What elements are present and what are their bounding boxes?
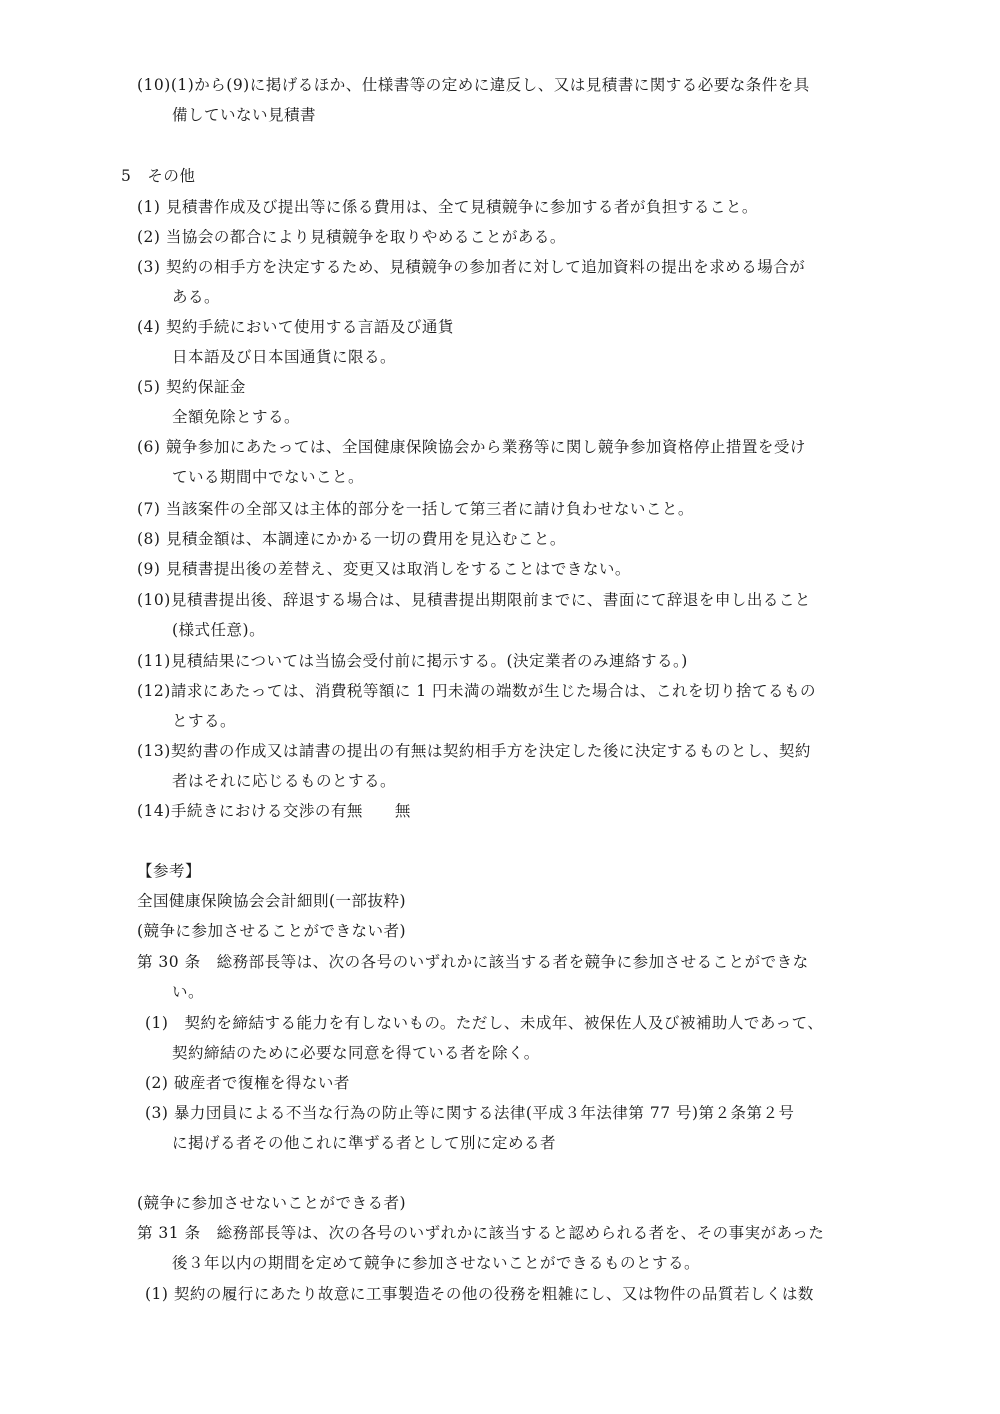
text-line: ある。 xyxy=(172,288,221,306)
list-item: (3) 契約の相手方を決定するため、見積競争の参加者に対して追加資料の提出を求める場合が xyxy=(137,258,806,276)
list-item: (1) 見積書作成及び提出等に係る費用は、全て見積競争に参加する者が負担すること。 xyxy=(137,198,758,216)
text-line: (10)(1)から(9)に掲げるほか、仕様書等の定めに違反し、又は見積書に関する必要な条件を具 xyxy=(137,76,810,94)
list-item: (1) 契約の履行にあたり故意に工事製造その他の役務を粗雑にし、又は物件の品質若しくは数 xyxy=(145,1285,814,1303)
text-line: (様式任意)。 xyxy=(172,621,266,639)
list-item: (13)契約書の作成又は請書の提出の有無は契約相手方を決定した後に決定するものとし、契約 xyxy=(137,742,811,760)
list-item: (6) 競争参加にあたっては、全国健康保険協会から業務等に関し競争参加資格停止措置を受け xyxy=(137,438,806,456)
list-item: (1) 契約を締結する能力を有しないもの。ただし、未成年、被保佐人及び被補助人であって、 xyxy=(145,1014,824,1032)
article-line: 第 30 条 総務部長等は、次の各号のいずれかに該当する者を競争に参加させることができな xyxy=(137,953,809,971)
list-item: (7) 当該案件の全部又は主体的部分を一括して第三者に請け負わせないこと。 xyxy=(137,500,694,518)
text-line: 全国健康保険協会会計細則(一部抜粋) xyxy=(137,892,407,910)
list-item: (2) 当協会の都合により見積競争を取りやめることがある。 xyxy=(137,228,566,246)
section-heading: 5 その他 xyxy=(121,167,196,185)
list-item: (10)見積書提出後、辞退する場合は、見積書提出期限前までに、書面にて辞退を申し出ること xyxy=(137,591,811,609)
list-item: (8) 見積金額は、本調達にかかる一切の費用を見込むこと。 xyxy=(137,530,566,548)
text-line: 日本語及び日本国通貨に限る。 xyxy=(172,348,397,366)
text-line: (競争に参加させることができない者) xyxy=(137,922,407,940)
text-line: 備していない見積書 xyxy=(172,106,317,124)
list-item: (5) 契約保証金 xyxy=(137,378,246,396)
article-line: 第 31 条 総務部長等は、次の各号のいずれかに該当すると認められる者を、その事実があった xyxy=(137,1224,825,1242)
list-item: (2) 破産者で復権を得ない者 xyxy=(145,1074,350,1092)
list-item: (4) 契約手続において使用する言語及び通貨 xyxy=(137,318,454,336)
text-line: (競争に参加させないことができる者) xyxy=(137,1194,407,1212)
list-item: (3) 暴力団員による不当な行為の防止等に関する法律(平成３年法律第 77 号)第２条第２号 xyxy=(145,1104,795,1122)
list-item: (11)見積結果については当協会受付前に掲示する。(決定業者のみ連絡する。) xyxy=(137,652,688,670)
text-line: に掲げる者その他これに準ずる者として別に定める者 xyxy=(172,1134,557,1152)
list-item: (12)請求にあたっては、消費税等額に 1 円未満の端数が生じた場合は、これを切り捨てるもの xyxy=(137,682,817,700)
text-line: 者はそれに応じるものとする。 xyxy=(172,772,397,790)
text-line: ている期間中でないこと。 xyxy=(172,468,365,486)
text-line: とする。 xyxy=(172,712,237,730)
text-line: い。 xyxy=(172,983,205,1001)
text-line: 契約締結のために必要な同意を得ている者を除く。 xyxy=(172,1044,540,1062)
text-line: 後３年以内の期間を定めて競争に参加させないことができるものとする。 xyxy=(172,1254,701,1272)
list-item: (9) 見積書提出後の差替え、変更又は取消しをすることはできない。 xyxy=(137,560,631,578)
text-line: 全額免除とする。 xyxy=(172,408,301,426)
section-heading: 【参考】 xyxy=(137,862,202,880)
list-item: (14)手続きにおける交渉の有無 無 xyxy=(137,802,411,820)
